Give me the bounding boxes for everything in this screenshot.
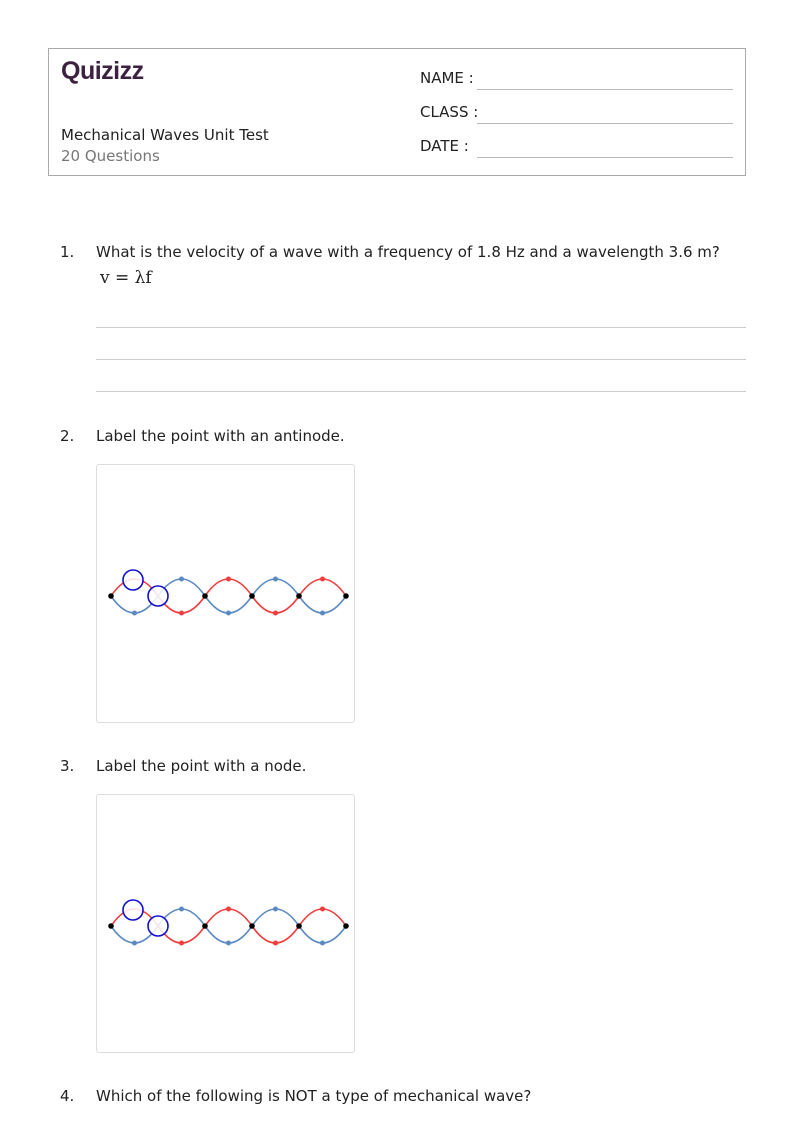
label-circle (148, 586, 168, 606)
class-field[interactable] (477, 123, 733, 124)
question-number: 3. (60, 757, 75, 775)
standing-wave-image (96, 794, 355, 1053)
wave-curve-top (205, 579, 252, 596)
standing-wave-diagram (97, 795, 354, 1052)
wave-curve-bottom (205, 926, 252, 943)
class-label: CLASS : (420, 103, 479, 121)
answer-line[interactable] (96, 391, 746, 392)
node-dot (296, 593, 302, 599)
antinode-dot (320, 611, 325, 616)
question-count: 20 Questions (61, 147, 160, 165)
quizizz-logo: Quizizz (61, 57, 144, 85)
velocity-formula: v = λf (100, 268, 152, 288)
antinode-dot (226, 611, 231, 616)
question-text: Label the point with an antinode. (96, 427, 345, 445)
date-label: DATE : (420, 137, 469, 155)
wave-curve-bottom (252, 596, 299, 613)
antinode-dot (226, 941, 231, 946)
node-dot (202, 923, 208, 929)
wave-curve-bottom (299, 596, 346, 613)
node-dot (296, 923, 302, 929)
answer-line[interactable] (96, 327, 746, 328)
wave-curve-top (299, 909, 346, 926)
antinode-dot (179, 577, 184, 582)
antinode-dot (226, 907, 231, 912)
wave-curve-top (205, 909, 252, 926)
label-circle (123, 900, 143, 920)
worksheet-header (48, 48, 746, 176)
question-text: What is the velocity of a wave with a frequency of 1.8 Hz and a wavelength 3.6 m? (96, 243, 720, 261)
antinode-dot (132, 611, 137, 616)
antinode-dot (132, 941, 137, 946)
antinode-dot (320, 907, 325, 912)
antinode-dot (226, 577, 231, 582)
question-text: Which of the following is NOT a type of mechanical wave? (96, 1087, 532, 1105)
question-number: 1. (60, 243, 75, 261)
node-dot (249, 593, 255, 599)
wave-curve-top (252, 909, 299, 926)
question-text: Label the point with a node. (96, 757, 307, 775)
antinode-dot (273, 907, 278, 912)
antinode-dot (273, 577, 278, 582)
antinode-dot (179, 941, 184, 946)
node-dot (108, 593, 114, 599)
wave-curve-bottom (252, 926, 299, 943)
antinode-dot (179, 611, 184, 616)
node-dot (108, 923, 114, 929)
question-number: 4. (60, 1087, 75, 1105)
name-label: NAME : (420, 69, 474, 87)
standing-wave-diagram (97, 465, 354, 722)
antinode-dot (273, 941, 278, 946)
label-circle (148, 916, 168, 936)
node-dot (249, 923, 255, 929)
worksheet-title: Mechanical Waves Unit Test (61, 126, 269, 144)
node-dot (343, 923, 349, 929)
node-dot (343, 593, 349, 599)
antinode-dot (179, 907, 184, 912)
wave-curve-top (299, 579, 346, 596)
wave-curve-bottom (205, 596, 252, 613)
question-number: 2. (60, 427, 75, 445)
antinode-dot (320, 941, 325, 946)
antinode-dot (320, 577, 325, 582)
name-field[interactable] (477, 89, 733, 90)
date-field[interactable] (477, 157, 733, 158)
antinode-dot (273, 611, 278, 616)
answer-line[interactable] (96, 359, 746, 360)
label-circle (123, 570, 143, 590)
wave-curve-top (252, 579, 299, 596)
standing-wave-image (96, 464, 355, 723)
node-dot (202, 593, 208, 599)
wave-curve-bottom (299, 926, 346, 943)
